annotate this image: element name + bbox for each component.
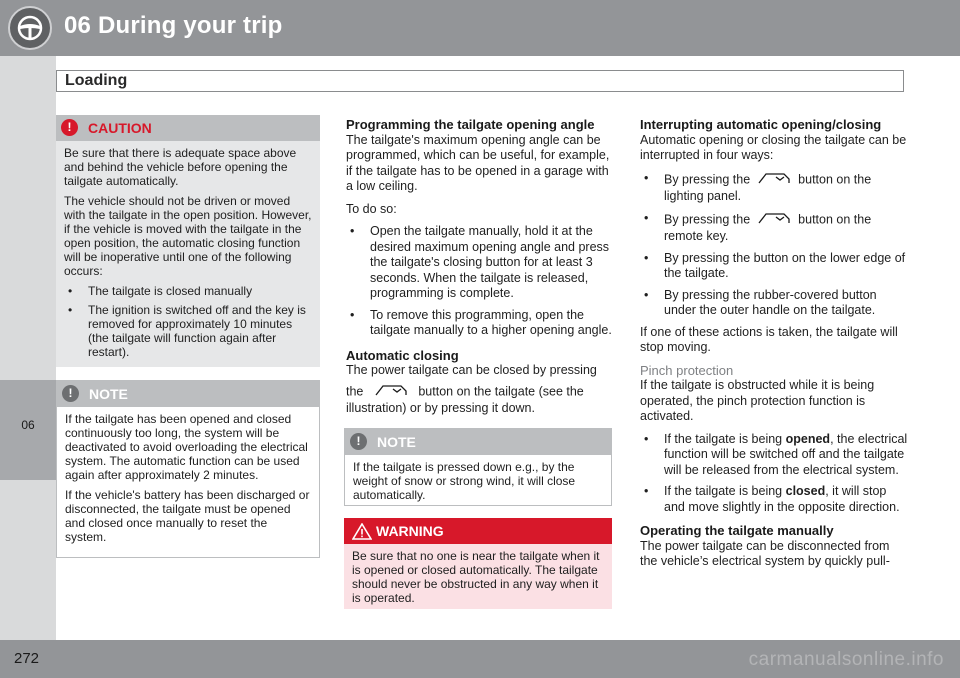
text-fragment: By pressing the: [664, 172, 751, 187]
paragraph: To do so:: [346, 201, 397, 216]
text-fragment: button on the: [798, 172, 872, 187]
note-box: [344, 428, 612, 506]
list-item: • By pressing the rubber-covered button under the outer handle on the tailgate.: [640, 288, 908, 319]
list-item: [640, 211, 908, 245]
pinch-list: [640, 432, 908, 516]
exclamation-icon: !: [61, 119, 78, 136]
caution-box: [56, 115, 320, 367]
warning-text: Be sure that no one is near the tailgate when it is opened or closed automatically. The tailgate should never be obstructed in any way when it is operated.: [352, 549, 600, 605]
paragraph: If one of these actions is taken, the tailgate will stop moving.: [640, 324, 898, 354]
heading-interrupting: Interrupting automatic opening/closing: [640, 117, 882, 132]
note-box: [56, 380, 320, 558]
list-item: • By pressing the button on the lower edge of the tailgate.: [640, 251, 908, 282]
programming-list: [346, 224, 614, 339]
caution-body: [56, 141, 320, 372]
column-right: [640, 117, 908, 577]
paragraph: The power tailgate can be disconnected from the vehicle’s electrical system by quickly pull-: [640, 538, 890, 568]
interrupting-list: [640, 171, 908, 319]
watermark: carmanualsonline.info: [748, 649, 944, 670]
text-fragment: lighting panel.: [664, 189, 742, 203]
bold-text: opened: [785, 431, 831, 446]
text-fragment: If the tailgate is being: [664, 431, 783, 446]
bold-text: closed: [785, 484, 826, 498]
info-icon: !: [350, 433, 367, 450]
warning-header: [344, 518, 612, 544]
caution-text: The vehicle should not be driven or moved with the tailgate in the open position. However, if the vehicle is moved with the tailgate in the open position, the automatic closing function will be inoperative until one of the following occurs:: [64, 194, 312, 278]
note-header: [345, 429, 611, 455]
heading-automatic-closing: Automatic closing: [346, 347, 459, 363]
page-footer: [0, 640, 960, 678]
warning-box: [344, 518, 612, 609]
paragraph: The tailgate's maximum opening angle can be programmed, which can be useful, for example, if the tailgate has to be opened in a garage with a low ceiling.: [346, 132, 610, 193]
column-middle: [346, 117, 614, 424]
steering-wheel-icon: [8, 6, 52, 50]
tailgate-icon: [758, 171, 790, 190]
paragraph: [346, 383, 614, 417]
paragraph: If the tailgate is obstructed while it is being operated, the pinch protection function is activated.: [640, 378, 875, 423]
caution-text: Be sure that there is adequate space above and behind the vehicle before opening the tailgate automatically.: [64, 146, 297, 188]
text-fragment: , it will stop and move slightly in the opposite direction.: [664, 484, 900, 514]
list-item: [640, 484, 908, 515]
section-header: [56, 70, 904, 92]
note-body: [345, 455, 611, 516]
warning-body: [344, 544, 612, 619]
text-fragment: button on the: [798, 212, 872, 227]
list-item: • Open the tailgate manually, hold it at the desired maximum opening angle and press the tailgate's closing button for at least 3 seconds. When the tailgate is released, programming is complete.: [346, 224, 614, 302]
caution-list: [64, 284, 312, 359]
chapter-tab-label: 06: [21, 418, 35, 432]
warning-triangle-icon: [352, 523, 372, 540]
note-label: NOTE: [89, 386, 128, 402]
note-header: [57, 381, 319, 407]
chapter-header: [0, 0, 960, 56]
list-item: [640, 432, 908, 479]
list-item: • To remove this programming, open the tailgate manually to a higher opening angle.: [346, 308, 614, 339]
chapter-title: 06 During your trip: [64, 12, 283, 39]
list-item: • The tailgate is closed manually: [64, 284, 312, 298]
caution-label: CAUTION: [88, 120, 152, 136]
heading-pinch-protection: Pinch protection: [640, 362, 734, 378]
paragraph: The power tailgate can be closed by pressing: [346, 363, 597, 377]
text-fragment: , the electrical function will be switched off and the tailgate will be released from the electrical system.: [664, 431, 908, 477]
heading-programming: Programming the tailgate opening angle: [346, 117, 595, 132]
tailgate-icon: [758, 211, 790, 230]
section-title: Loading: [65, 72, 128, 89]
list-item: [640, 171, 908, 205]
side-rail: [0, 56, 56, 640]
warning-label: WARNING: [376, 523, 444, 539]
text-fragment: the: [346, 384, 364, 399]
text-fragment: If the tailgate is being: [664, 484, 783, 498]
tailgate-icon: [375, 383, 407, 402]
note-text: If the tailgate is pressed down e.g., by the weight of snow or strong wind, it will close automatically.: [353, 460, 576, 502]
paragraph: Automatic opening or closing the tailgate can be interrupted in four ways:: [640, 132, 907, 162]
caution-header: [56, 115, 320, 141]
note-label: NOTE: [377, 434, 416, 450]
note-body: [57, 407, 319, 558]
heading-manual: Operating the tailgate manually: [640, 523, 834, 538]
text-fragment: button on the tailgate (see the illustration) or by pressing it down.: [346, 384, 584, 415]
page-number: 272: [14, 650, 40, 667]
text-fragment: By pressing the: [664, 212, 751, 227]
list-item: • The ignition is switched off and the key is removed for approximately 10 minutes (the tailgate will function again after restart).: [64, 303, 312, 359]
note-text: If the tailgate has been opened and closed continuously too long, the system will be deactivated to avoid overloading the electrical system. The automatic function can be used again after approximately 2 minutes.: [65, 412, 308, 482]
info-icon: !: [62, 385, 79, 402]
text-fragment: remote key.: [664, 229, 729, 243]
note-text: If the vehicle's battery has been discharged or disconnected, the tailgate must be opened and closed once manually to reset the system.: [65, 488, 310, 544]
